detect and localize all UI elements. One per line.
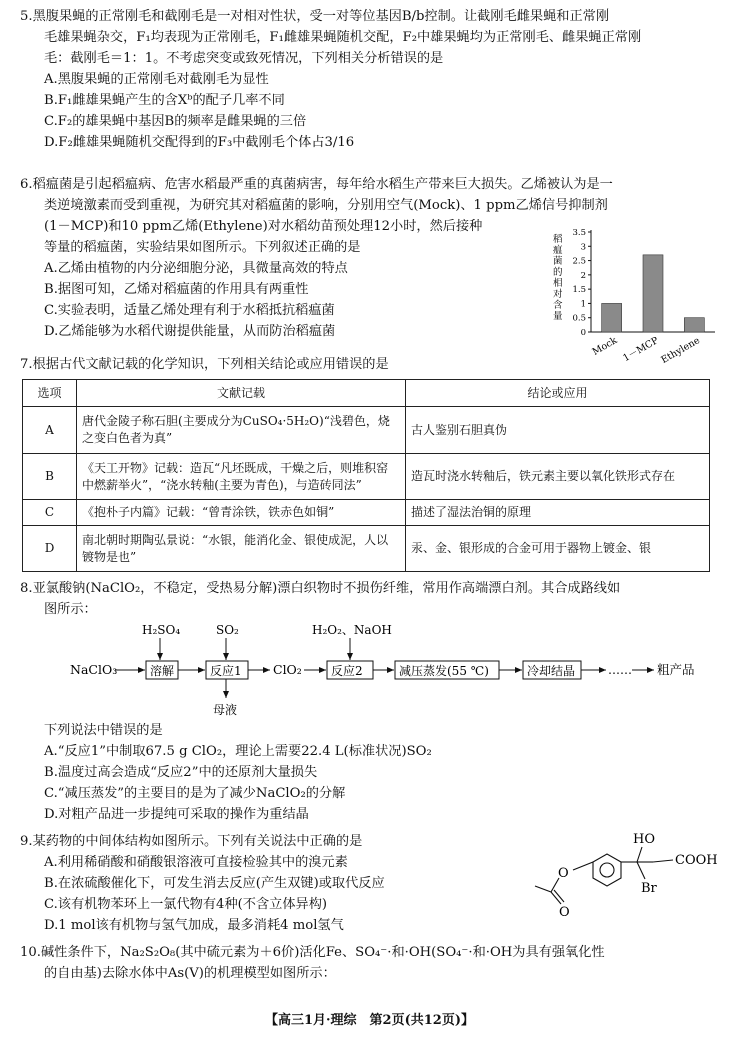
q6-line-3: (1－MCP)和10 ppm乙烯(Ethylene)对水稻幼苗预处理12小时，然后接种: [44, 219, 483, 234]
q6-option-d: D.乙烯能够为水稻代谢提供能量，从而防治稻瘟菌: [44, 324, 336, 339]
flow-box-reaction-2-label: 反应2: [331, 664, 363, 678]
flow-box-crystallization-label: 冷却结晶: [527, 664, 576, 678]
q8-line-1: 8.亚氯酸钠(NaClO₂，不稳定，受热易分解)漂白织物时不损伤纤维，常用作高端漂白剂。其合成路线如: [20, 581, 621, 596]
chart-y-tick-label: 1.5: [572, 285, 586, 296]
q8-option-d: D.对粗产品进一步提纯可采取的操作为重结晶: [44, 807, 309, 822]
table-cell-document: 唐代金陵子称石胆(主要成分为CuSO₄·5H₂O)“浅碧色，烧之变白色者为真”: [77, 407, 406, 454]
q8-option-c: C.“减压蒸发”的主要目的是为了减少NaClO₂的分解: [44, 786, 346, 801]
table-header: 文献记载: [77, 380, 406, 407]
table-cell-option: C: [23, 500, 77, 526]
flow-reagent-h2o2-naoh: H₂O₂、NaOH: [312, 623, 392, 637]
ethylene-bar-chart: [545, 220, 725, 370]
q6-line-1: 6.稻瘟菌是引起稻瘟病、危害水稻最严重的真菌病害，每年给水稻生产带来巨大损失。乙烯被认为是一: [20, 177, 613, 192]
flow-ellipsis: ……: [608, 663, 632, 677]
question-5: [20, 6, 720, 153]
question-7: [20, 354, 720, 375]
table-row: [23, 407, 710, 454]
flow-end-label: 粗产品: [657, 662, 695, 677]
q5-option-c: C.F₂的雄果蝇中基因B的频率是雌果蝇的三倍: [44, 114, 307, 129]
q5-line-3: 毛：截刚毛＝1：1。不考虑突变或致死情况，下列相关分析错误的是: [44, 51, 444, 66]
chart-y-tick-label: 3: [580, 242, 586, 253]
chart-y-axis-label: [553, 234, 563, 322]
q6-line-4: 等量的稻瘟菌，实验结果如图所示。下列叙述正确的是: [44, 240, 361, 255]
table-cell-conclusion: 汞、金、银形成的合金可用于器物上镀金、银: [406, 526, 710, 572]
table-row: [23, 500, 710, 526]
chart-x-tick-label: 1－MCP: [621, 335, 661, 365]
q10-line-1: 10.碱性条件下，Na₂S₂O₈(其中硫元素为＋6价)活化Fe、SO₄⁻·和·OH(SO₄⁻·和·OH为具有强氧化性: [20, 945, 605, 960]
q6-line-2: 类逆境激素而受到重视，为研究其对稻瘟菌的影响，分别用空气(Mock)、1 ppm乙烯信号抑制剂: [44, 198, 608, 213]
chart-x-tick-label: Ethylene: [659, 335, 702, 366]
q8-stem-2: 下列说法中错误的是: [44, 723, 163, 738]
structure-ho: HO: [633, 832, 655, 847]
flow-box-evaporation-label: 减压蒸发(55 ℃): [399, 664, 489, 678]
chart-y-tick-label: 2: [580, 270, 586, 281]
q5-line-1: 5.黑腹果蝇的正常刚毛和截刚毛是一对相对性状，受一对等位基因B/b控制。让截刚毛雌果蝇和正常刚: [20, 9, 610, 24]
q9-option-a: A.利用稀硝酸和硝酸银溶液可直接检验其中的溴元素: [44, 855, 348, 870]
chart-y-label-char: 对: [553, 289, 563, 300]
table-header: 选项: [23, 380, 77, 407]
q8-option-b: B.温度过高会造成“反应2”中的还原剂大量损失: [44, 765, 318, 780]
chart-bar: [684, 318, 704, 332]
question-10: [20, 942, 720, 984]
chart-y-tick-label: 2.5: [572, 256, 586, 267]
flow-mother-liquor: 母液: [213, 703, 238, 717]
structure-carbonyl-o: O: [559, 905, 570, 920]
page-footer: 【高三1月·理综 第2页(共12页)】: [264, 1013, 474, 1028]
table-cell-option: D: [23, 526, 77, 572]
structure-br: Br: [641, 881, 657, 896]
table-header-row: [23, 380, 710, 407]
structure-ether-o: O: [558, 866, 569, 881]
q5-option-d: D.F₂雌雄果蝇随机交配得到的F₃中截刚毛个体占3/16: [44, 135, 355, 150]
chart-bar: [643, 255, 663, 332]
flow-reagent-so2: SO₂: [216, 623, 239, 637]
chart-y-label-char: 的: [553, 267, 563, 278]
q6-option-b: B.据图可知，乙烯对稻瘟菌的作用具有两重性: [44, 282, 309, 297]
chart-y-tick-label: 0.5: [572, 313, 586, 324]
table-cell-option: B: [23, 454, 77, 500]
question-8-options: [20, 720, 720, 825]
chart-bar: [602, 303, 622, 332]
q8-option-a: A.“反应1”中制取67.5 g ClO₂，理论上需要22.4 L(标准状况)SO₂: [44, 744, 432, 759]
chart-y-label-char: 菌: [553, 256, 563, 267]
chart-y-label-char: 稻: [553, 234, 563, 245]
chart-bars: [602, 255, 705, 332]
table-cell-conclusion: 古人鉴别石胆真伪: [406, 407, 710, 454]
flow-box-reaction-1-label: 反应1: [210, 664, 242, 678]
q5-option-a: A.黑腹果蝇的正常刚毛对截刚毛为显性: [44, 72, 269, 87]
chart-y-label-char: 瘟: [553, 245, 563, 256]
chemical-structure: [525, 828, 725, 920]
question-8: [20, 578, 720, 620]
table-cell-conclusion: 造瓦时浇水转釉后，铁元素主要以氧化铁形式存在: [406, 454, 710, 500]
q9-option-c: C.该有机物苯环上一氯代物有4种(不含立体异构): [44, 897, 328, 912]
chart-y-ticks: [572, 228, 591, 338]
table-cell-conclusion: 描述了湿法治铜的原理: [406, 500, 710, 526]
q6-option-a: A.乙烯由植物的内分泌细胞分泌，具微量高效的特点: [44, 261, 348, 276]
q7-stem: 7.根据古代文献记载的化学知识，下列相关结论或应用错误的是: [20, 357, 389, 372]
flow-start-label: NaClO₃: [70, 662, 118, 677]
flow-clo2-label: ClO₂: [273, 662, 302, 677]
q9-option-d: D.1 mol该有机物与氢气加成，最多消耗4 mol氢气: [44, 918, 344, 933]
table-cell-document: 南北朝时期陶弘景说：“水银，能消化金、银使成泥，人以镀物是也”: [77, 526, 406, 572]
flow-reagent-h2so4: H₂SO₄: [142, 623, 181, 637]
q9-stem: 9.某药物的中间体结构如图所示。下列有关说法中正确的是: [20, 834, 363, 849]
q10-line-2: 的自由基)去除水体中As(Ⅴ)的机理模型如图所示：: [44, 966, 336, 981]
q8-line-2: 图所示：: [44, 602, 97, 617]
q9-option-b: B.在浓硫酸催化下，可发生消去反应(产生双键)或取代反应: [44, 876, 385, 891]
chart-y-tick-label: 0: [580, 328, 586, 338]
flow-box-dissolve-label: 溶解: [150, 664, 175, 678]
synthesis-flow-diagram: [60, 620, 700, 720]
table-row: [23, 454, 710, 500]
chart-y-label-char: 量: [553, 311, 563, 322]
table-row: [23, 526, 710, 572]
q5-line-2: 毛雄果蝇杂交，F₁均表现为正常刚毛，F₁雌雄果蝇随机交配，F₂中雄果蝇均为正常刚毛、雌果蝇正常刚: [44, 30, 642, 45]
q6-option-c: C.实验表明，适量乙烯处理有利于水稻抵抗稻瘟菌: [44, 303, 335, 318]
chart-y-label-char: 含: [553, 300, 563, 311]
table-header: 结论或应用: [406, 380, 710, 407]
chart-y-tick-label: 1: [580, 299, 586, 310]
chart-x-tick-label: Mock: [590, 335, 620, 358]
table-cell-document: 《抱朴子内篇》记载：“曾青涂铁，铁赤色如铜”: [77, 500, 406, 526]
table-cell-document: 《天工开物》记载：造瓦“凡坯既成，干燥之后，则堆积窑中燃薪举火”，“浇水转釉(主要为青色)，与造砖同法”: [77, 454, 406, 500]
q5-option-b: B.F₁雌雄果蝇产生的含Xᵇ的配子几率不同: [44, 93, 285, 108]
chart-y-label-char: 相: [553, 278, 563, 289]
q7-table: [22, 379, 710, 572]
chart-y-tick-label: 3.5: [572, 228, 586, 238]
table-cell-option: A: [23, 407, 77, 454]
structure-cooh: COOH: [675, 853, 718, 868]
